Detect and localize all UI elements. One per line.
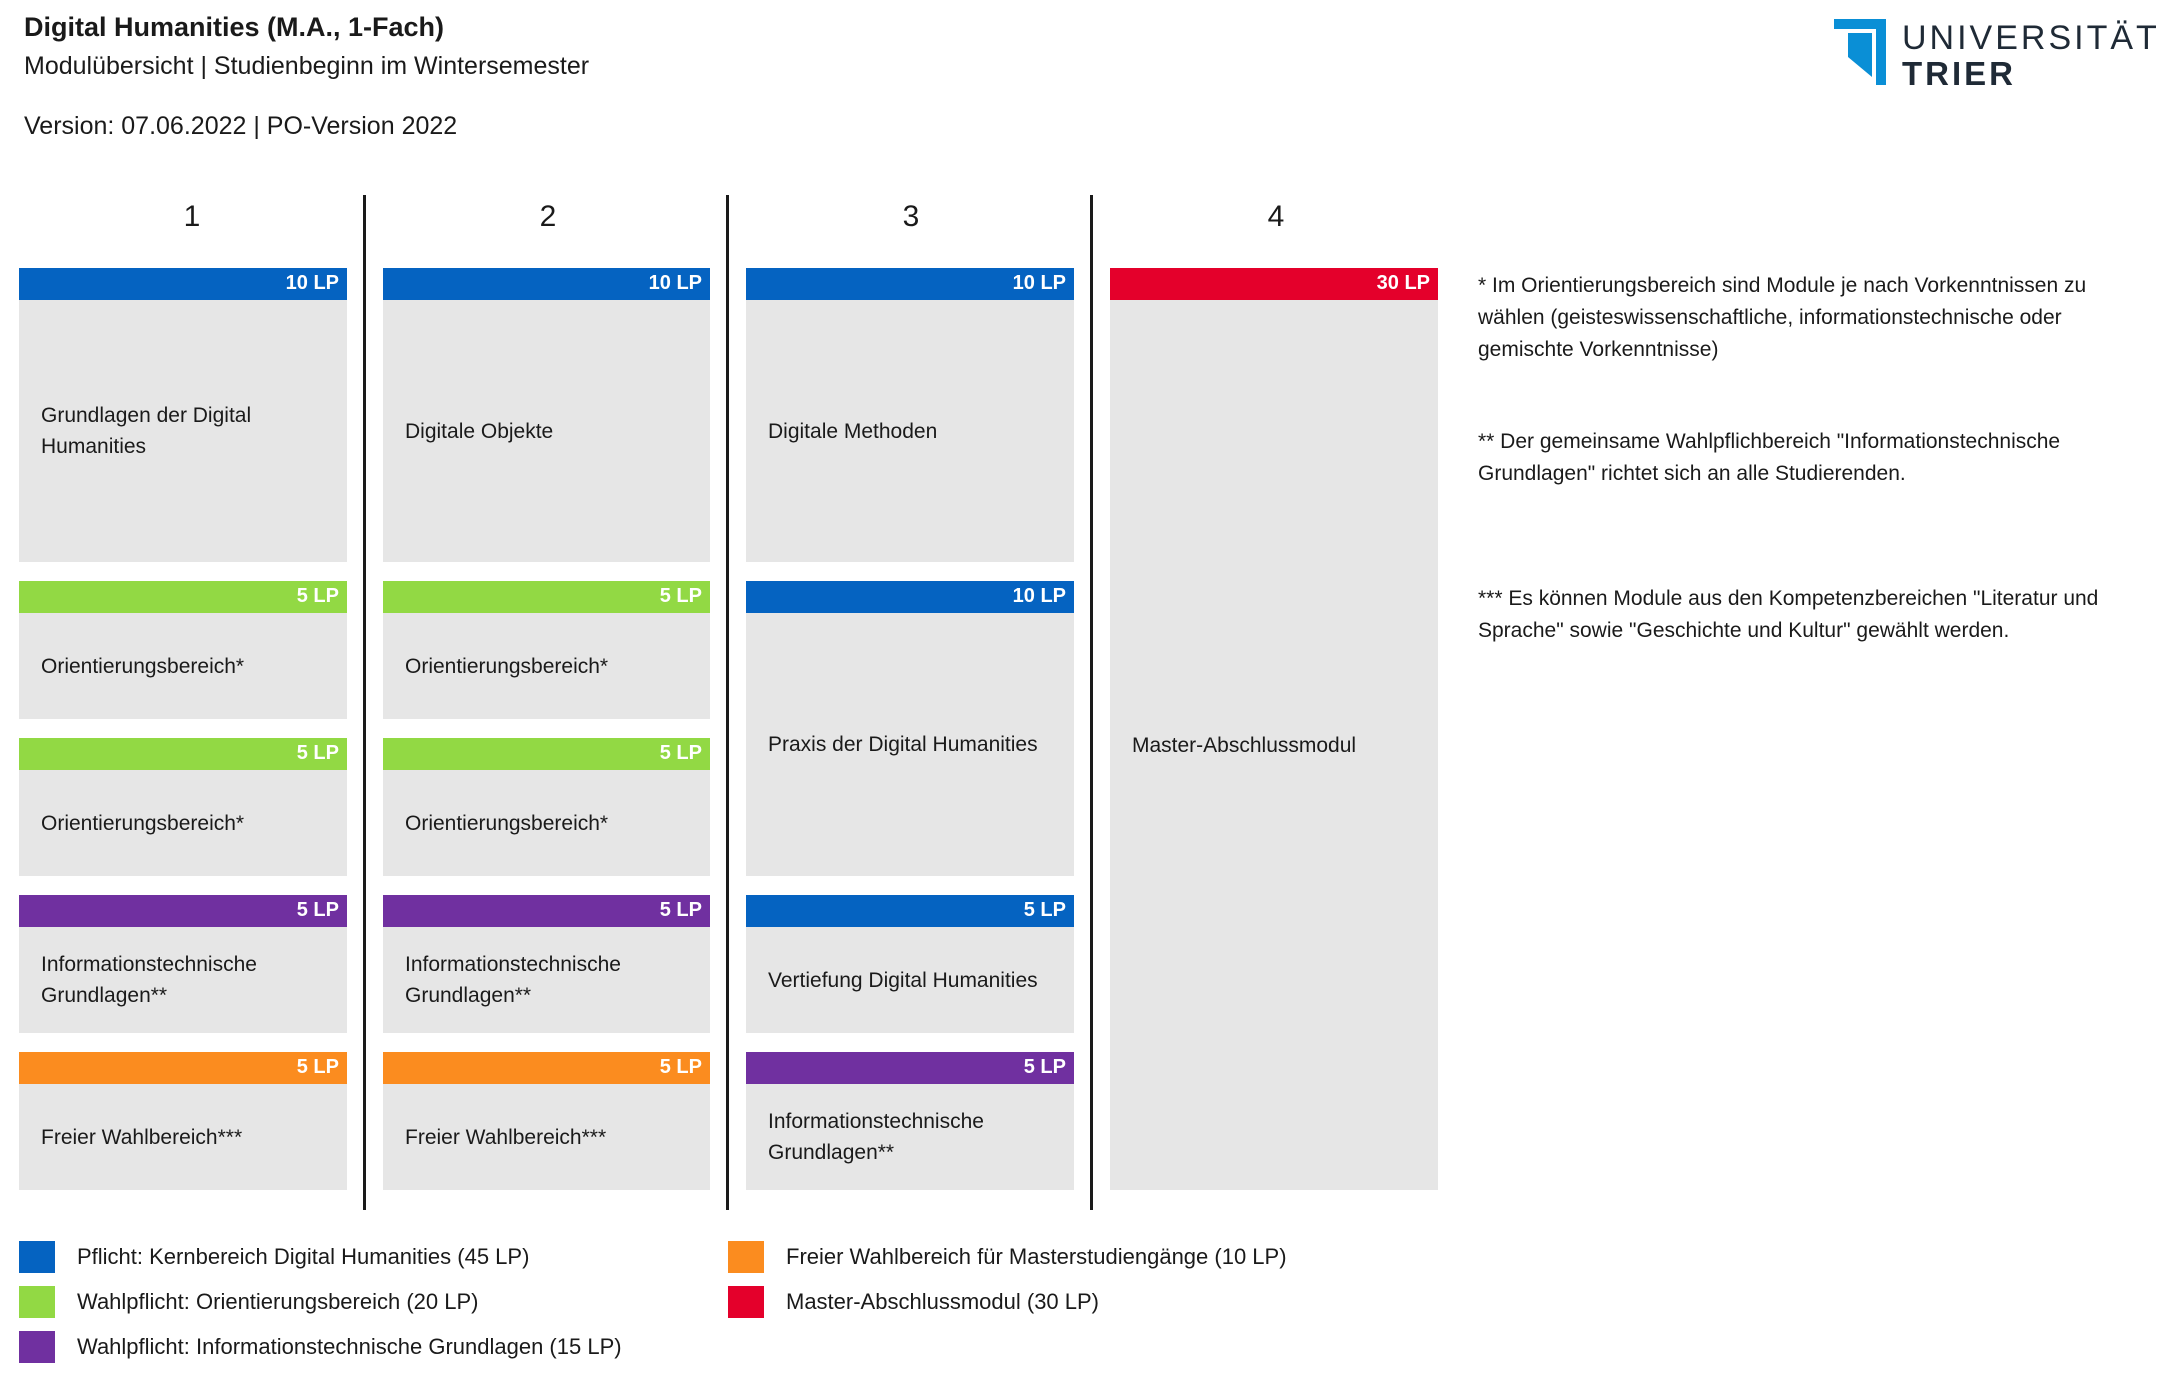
module-name: Digitale Objekte <box>405 419 554 443</box>
legend-label: Wahlpflicht: Informationstechnische Grundlagen (15 LP) <box>77 1334 622 1359</box>
module-card[interactable] <box>19 738 347 876</box>
legend-swatch-blue <box>19 1241 55 1273</box>
module-card[interactable] <box>746 268 1074 562</box>
lp-bar <box>383 895 710 927</box>
module-name: Orientierungsbereich* <box>405 654 609 678</box>
lp-bar <box>1110 268 1438 300</box>
lp-badge: 5 LP <box>296 899 339 921</box>
legend-label: Wahlpflicht: Orientierungsbereich (20 LP) <box>77 1289 479 1314</box>
legend-swatch-orange <box>728 1241 764 1273</box>
semester-4-heading: 4 <box>1267 200 1285 233</box>
module-card[interactable] <box>746 895 1074 1033</box>
lp-bar <box>746 581 1074 613</box>
module-card[interactable] <box>383 1052 710 1190</box>
lp-bar <box>383 581 710 613</box>
module-card[interactable] <box>1110 268 1438 1190</box>
page-subtitle: Modulübersicht | Studienbeginn im Wintersemester <box>24 52 590 80</box>
lp-bar <box>19 895 347 927</box>
module-name: Vertiefung Digital Humanities <box>768 968 1038 992</box>
logo-text-trier: TRIER <box>1902 55 2016 92</box>
module-name: Orientierungsbereich* <box>405 811 609 835</box>
lp-badge: 10 LP <box>285 272 339 294</box>
module-card[interactable] <box>746 1052 1074 1190</box>
page-title: Digital Humanities (M.A., 1-Fach) <box>24 12 445 42</box>
lp-bar <box>383 268 710 300</box>
module-name: Freier Wahlbereich*** <box>405 1125 607 1149</box>
lp-badge: 10 LP <box>1012 272 1066 294</box>
version-info: Version: 07.06.2022 | PO-Version 2022 <box>24 112 458 140</box>
module-name: Grundlagen der Digital Humanities <box>41 404 252 458</box>
lp-bar <box>19 268 347 300</box>
lp-bar <box>746 895 1074 927</box>
legend-item-master-abschlussmodul <box>728 1285 1099 1319</box>
lp-bar <box>19 581 347 613</box>
lp-bar <box>746 268 1074 300</box>
semester-3-heading: 3 <box>902 200 920 233</box>
module-card[interactable] <box>19 1052 347 1190</box>
lp-bar <box>19 738 347 770</box>
lp-bar <box>746 1052 1074 1084</box>
legend-item-freier-wahlbereich <box>728 1240 1287 1274</box>
lp-badge: 5 LP <box>296 742 339 764</box>
lp-badge: 5 LP <box>1023 1056 1066 1078</box>
legend-item-informationstechnische-grundlagen <box>19 1330 622 1364</box>
module-card[interactable] <box>746 581 1074 876</box>
module-card[interactable] <box>383 581 710 719</box>
lp-badge: 5 LP <box>659 742 702 764</box>
legend-label: Pflicht: Kernbereich Digital Humanities (45 LP) <box>77 1244 530 1269</box>
module-name: Digitale Methoden <box>768 419 938 443</box>
lp-badge: 5 LP <box>659 899 702 921</box>
module-name: Freier Wahlbereich*** <box>41 1125 243 1149</box>
footnote-freier-wahlbereich: *** Es können Module aus den Kompetenzbereichen "Literatur und Sprache" sowie "Geschichte und Kultur" gewählt werden. <box>1478 587 2099 642</box>
legend-label: Freier Wahlbereich für Masterstudiengänge (10 LP) <box>786 1244 1287 1269</box>
column-divider <box>1090 195 1093 1210</box>
lp-bar <box>383 1052 710 1084</box>
legend-label: Master-Abschlussmodul (30 LP) <box>786 1289 1100 1314</box>
lp-badge: 5 LP <box>1023 899 1066 921</box>
module-card[interactable] <box>383 895 710 1033</box>
module-name: Master-Abschlussmodul <box>1132 733 1357 757</box>
lp-badge: 5 LP <box>296 585 339 607</box>
module-name: Orientierungsbereich* <box>41 654 245 678</box>
legend-swatch-red <box>728 1286 764 1318</box>
logo-text-universitaet: UNIVERSITÄT <box>1902 19 2160 57</box>
module-name: Informationstechnische Grundlagen** <box>768 1110 984 1164</box>
footnote-informationstechnische-grundlagen: ** Der gemeinsame Wahlpflichbereich "Informationstechnische Grundlagen" richtet sich an alle Studierenden. <box>1478 430 2061 485</box>
lp-bar <box>383 738 710 770</box>
legend-item-pflicht <box>19 1240 529 1274</box>
column-divider <box>726 195 729 1210</box>
module-card[interactable] <box>383 738 710 876</box>
module-card[interactable] <box>19 268 347 562</box>
legend-swatch-purple <box>19 1331 55 1363</box>
module-name: Praxis der Digital Humanities <box>768 733 1038 756</box>
university-trier-logo-icon <box>1834 19 1886 85</box>
module-name: Informationstechnische Grundlagen** <box>405 953 621 1007</box>
semester-1-heading: 1 <box>183 200 201 233</box>
column-divider <box>363 195 366 1210</box>
module-name: Orientierungsbereich* <box>41 811 245 835</box>
lp-badge: 10 LP <box>648 272 702 294</box>
legend-swatch-green <box>19 1286 55 1318</box>
semester-2-heading: 2 <box>539 200 557 233</box>
module-name: Informationstechnische Grundlagen** <box>41 953 257 1007</box>
lp-bar <box>19 1052 347 1084</box>
lp-badge: 5 LP <box>659 1056 702 1078</box>
lp-badge: 5 LP <box>296 1056 339 1078</box>
lp-badge: 5 LP <box>659 585 702 607</box>
module-card[interactable] <box>19 581 347 719</box>
module-card[interactable] <box>19 895 347 1033</box>
university-logo <box>1834 19 2160 92</box>
module-card[interactable] <box>383 268 710 562</box>
footnote-orientierungsbereich: * Im Orientierungsbereich sind Module je nach Vorkenntnissen zu wählen (geisteswissenschaftliche, informationstechnische oder gemischte Vorkenntnisse) <box>1478 274 2087 361</box>
lp-badge: 10 LP <box>1012 585 1066 607</box>
lp-badge: 30 LP <box>1376 272 1430 294</box>
legend-item-orientierungsbereich <box>19 1285 478 1319</box>
